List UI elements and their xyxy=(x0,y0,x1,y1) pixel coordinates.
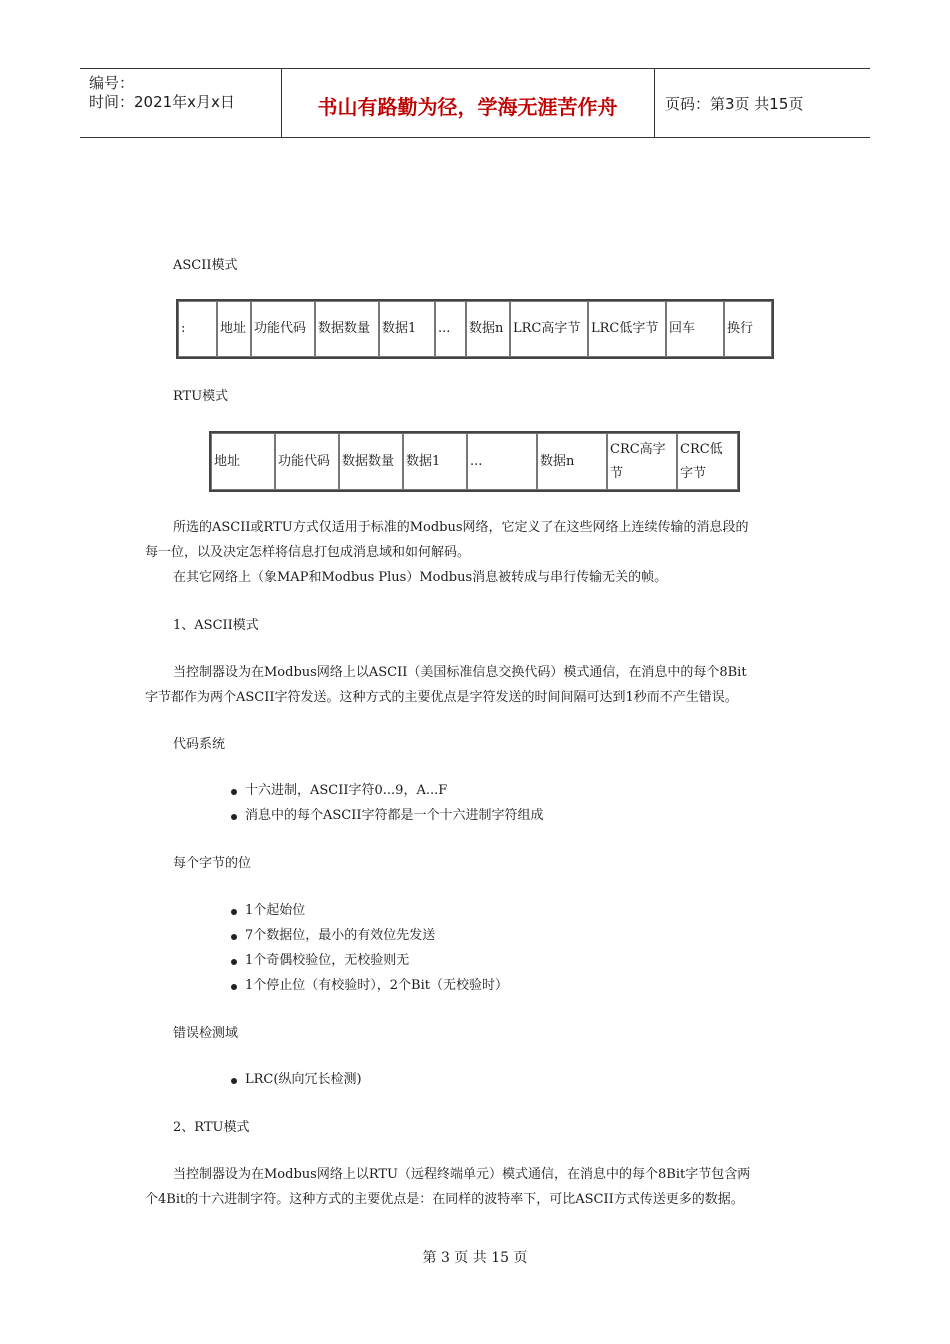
frame-cell-function-code: 功能代码 xyxy=(251,301,315,357)
header-meta-cell xyxy=(80,69,282,137)
bullet-icon xyxy=(231,789,237,795)
bullet-icon xyxy=(231,959,237,965)
header-page-cell xyxy=(655,69,870,137)
frame-cell-function-code: 功能代码 xyxy=(275,433,339,490)
frame-cell-lrc-low: LRC低字节 xyxy=(588,301,666,357)
rtu-description-line-2: 个4Bit的十六进制字符。这种方式的主要优点是：在同样的波特率下，可比ASCII方式传送更多的数据。 xyxy=(145,1192,744,1207)
frame-cell-lf: 换行 xyxy=(724,301,772,357)
intro-paragraph-line-1: 所选的ASCII或RTU方式仅适用于标准的Modbus网络，它定义了在这些网络上连续传输的消息段的 xyxy=(173,520,749,535)
motto: 书山有路勤为径，学海无涯苦作舟 xyxy=(317,95,618,119)
list-item: 7个数据位，最小的有效位先发送 xyxy=(245,928,436,943)
bits-per-byte-heading: 每个字节的位 xyxy=(173,856,252,871)
frame-cell-data-n: 数据n xyxy=(466,301,510,357)
ascii-description-line-1: 当控制器设为在Modbus网络上以ASCII（美国标准信息交换代码）模式通信，在消息中的每个8Bit xyxy=(173,665,747,680)
bullet-icon xyxy=(231,814,237,820)
rtu-description-line-1: 当控制器设为在Modbus网络上以RTU（远程终端单元）模式通信，在消息中的每个8Bit字节包含两 xyxy=(173,1167,751,1182)
list-item: 1个起始位 xyxy=(245,903,306,918)
frame-cell-address: 地址 xyxy=(211,433,275,490)
frame-cell-colon: : xyxy=(178,301,217,357)
ascii-mode-caption: ASCII模式 xyxy=(173,258,238,273)
ascii-frame-table xyxy=(176,299,774,359)
intro-paragraph-2: 在其它网络上（象MAP和Modbus Plus）Modbus消息被转成与串行传输无关的帧。 xyxy=(173,570,668,585)
intro-paragraph-line-2: 每一位，以及决定怎样将信息打包成消息域和如何解码。 xyxy=(145,545,471,560)
bullet-icon xyxy=(231,1078,237,1084)
code-system-heading: 代码系统 xyxy=(173,737,226,752)
bullet-icon xyxy=(231,909,237,915)
doc-code-label: 编号： xyxy=(89,74,135,92)
ascii-section-heading: 1、ASCII模式 xyxy=(173,618,259,633)
bullet-icon xyxy=(231,984,237,990)
frame-cell-data-n: 数据n xyxy=(537,433,607,490)
rtu-mode-caption: RTU模式 xyxy=(173,389,229,404)
header-motto-cell xyxy=(281,69,655,137)
ascii-description-line-2: 字节都作为两个ASCII字符发送。这种方式的主要优点是字符发送的时间间隔可达到1秒而不产生错误。 xyxy=(145,690,738,705)
frame-cell-data-count: 数据数量 xyxy=(315,301,379,357)
table-row xyxy=(178,301,772,357)
table-row xyxy=(211,433,738,490)
rtu-frame-table xyxy=(209,431,740,492)
error-check-heading: 错误检测域 xyxy=(173,1026,239,1041)
rtu-section-heading: 2、RTU模式 xyxy=(173,1120,250,1135)
document-header xyxy=(80,68,870,138)
list-item: LRC(纵向冗长检测) xyxy=(245,1072,362,1087)
list-item: 1个停止位（有校验时），2个Bit（无校验时） xyxy=(245,978,508,993)
list-item: 消息中的每个ASCII字符都是一个十六进制字符组成 xyxy=(245,808,544,823)
bullet-icon xyxy=(231,934,237,940)
page-footer: 第 3 页 共 15 页 xyxy=(422,1250,528,1266)
list-item: 十六进制，ASCII字符0...9，A...F xyxy=(245,783,448,798)
frame-cell-data-1: 数据1 xyxy=(379,301,435,357)
frame-cell-data-count: 数据数量 xyxy=(339,433,403,490)
doc-time-label: 时间：2021年x月x日 xyxy=(89,93,235,111)
frame-cell-crc-high: CRC高字节 xyxy=(607,433,677,490)
frame-cell-data-1: 数据1 xyxy=(403,433,467,490)
frame-cell-address: 地址 xyxy=(217,301,251,357)
list-item: 1个奇偶校验位，无校验则无 xyxy=(245,953,410,968)
frame-cell-ellipsis: ... xyxy=(435,301,466,357)
page-info: 页码：第3页 共15页 xyxy=(665,95,804,113)
frame-cell-cr: 回车 xyxy=(666,301,724,357)
frame-cell-crc-low: CRC低字节 xyxy=(677,433,738,490)
frame-cell-lrc-high: LRC高字节 xyxy=(510,301,588,357)
frame-cell-ellipsis: ... xyxy=(467,433,537,490)
